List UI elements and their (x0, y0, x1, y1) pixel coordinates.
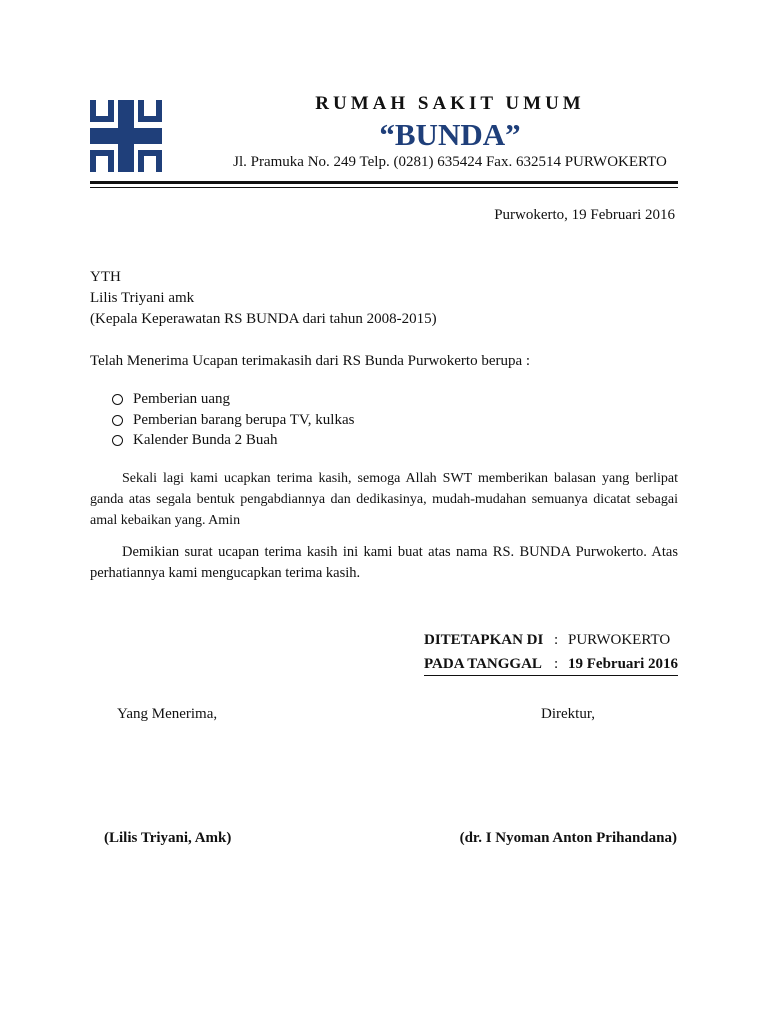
hospital-cross-logo-icon (90, 100, 162, 172)
letter-intro: Telah Menerima Ucapan terimakasih dari RS Bunda Purwokerto berupa : (90, 353, 531, 369)
letter-paragraph-1: Sekali lagi kami ucapkan terima kasih, semoga Allah SWT memberikan balasan yang berlipat ganda atas segala bentuk pengabdiannya dan dedikasinya, mudah-mudahan semuanya dicatat sebagai amal kebaikan yang. Amin (90, 471, 678, 528)
list-item-label: Kalender Bunda 2 Buah (133, 432, 278, 448)
letterhead-rule-thin (90, 187, 678, 188)
ketetapan-date-label: PADA TANGGAL (424, 655, 542, 672)
signature-right-title: Direktur, (541, 706, 595, 722)
ketetapan-date-sep: : (554, 655, 559, 672)
hospital-name: “BUNDA” (379, 117, 521, 152)
list-item (112, 391, 230, 408)
recipient-name: Lilis Triyani amk (90, 290, 195, 306)
list-item-label: Pemberian barang berupa TV, kulkas (133, 412, 355, 428)
circle-bullet-icon (112, 394, 123, 405)
letter-date: Purwokerto, 19 Februari 2016 (494, 207, 675, 223)
circle-bullet-icon (112, 435, 123, 446)
ketetapan-place-sep: : (554, 631, 559, 648)
ketetapan-block (424, 628, 678, 676)
list-item (112, 432, 278, 449)
ketetapan-place-value: PURWOKERTO (568, 631, 671, 648)
letter-paragraph-2: Demikian surat ucapan terima kasih ini kami buat atas nama RS. BUNDA Purwokerto. Atas perhatiannya kami mengucapkan terima kasih. (90, 544, 678, 581)
list-item-label: Pemberian uang (133, 391, 231, 407)
ketetapan-place-label: DITETAPKAN DI (424, 631, 544, 648)
hospital-address: Jl. Pramuka No. 249 Telp. (0281) 635424 Fax. 632514 PURWOKERTO (233, 154, 667, 170)
ketetapan-date-value: 19 Februari 2016 (568, 655, 678, 672)
circle-bullet-icon (112, 415, 123, 426)
recipient-position: (Kepala Keperawatan RS BUNDA dari tahun 2008-2015) (90, 311, 437, 327)
hospital-type: RUMAH SAKIT UMUM (315, 93, 585, 114)
signature-left-title: Yang Menerima, (117, 706, 218, 722)
ketetapan-rule (424, 675, 678, 676)
ketetapan-place-row (424, 628, 678, 652)
letterhead-rule-thick (90, 181, 678, 184)
ketetapan-date-row (424, 652, 678, 676)
recipient-salutation: YTH (90, 269, 121, 285)
signature-right-name: (dr. I Nyoman Anton Prihandana) (459, 830, 677, 846)
list-item (112, 412, 354, 429)
signature-left-name: (Lilis Triyani, Amk) (104, 830, 232, 846)
